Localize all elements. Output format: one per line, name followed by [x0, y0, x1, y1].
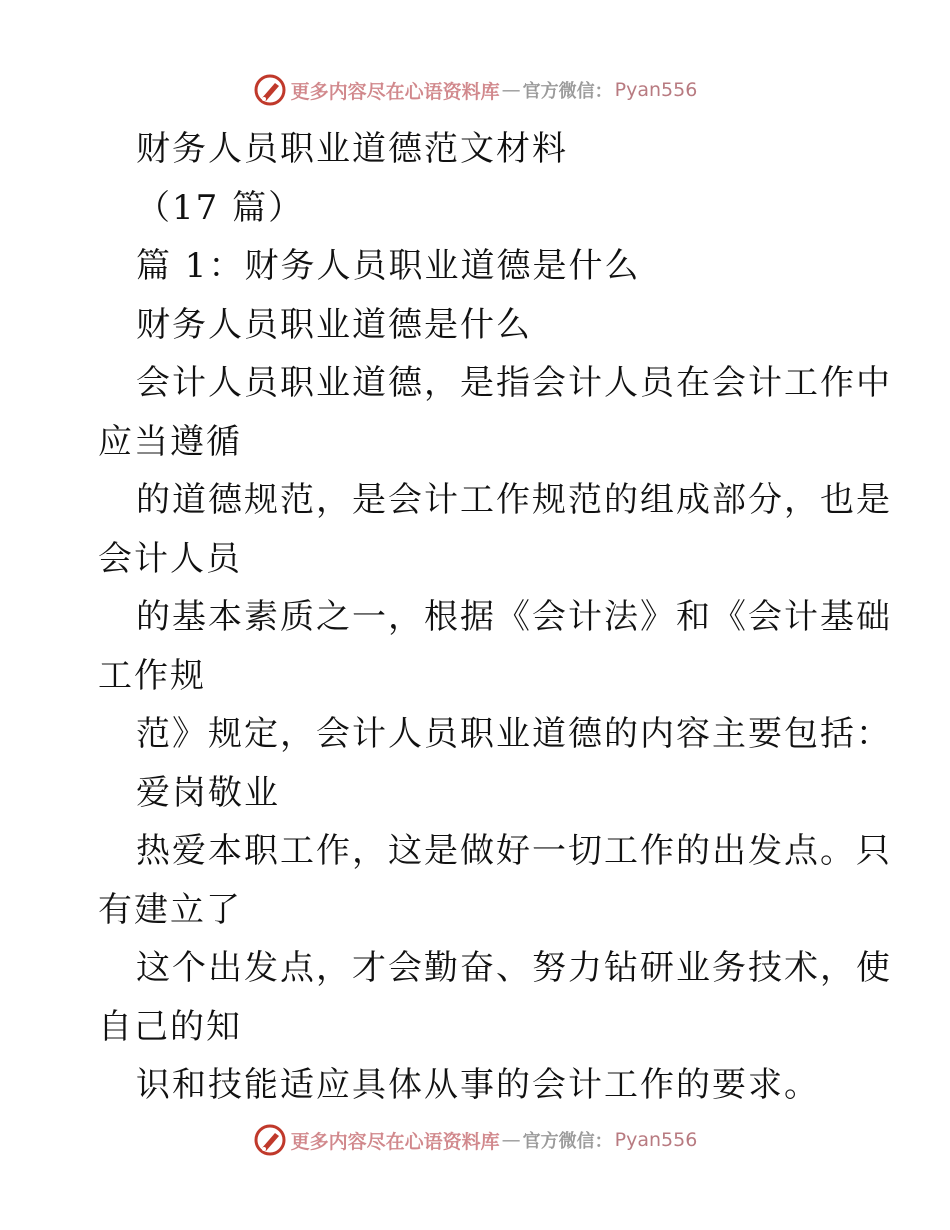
document-title: 财务人员职业道德范文材料: [136, 129, 568, 169]
watermark-separator: —: [501, 79, 521, 101]
watermark-wechat-label: 官方微信：: [522, 81, 613, 102]
text-line: 工作规: [98, 655, 206, 696]
text-line: 会计人员: [98, 538, 242, 579]
header-watermark: [0, 70, 950, 110]
text-line: 热爱本职工作，这是做好一切工作的出发点。只: [136, 831, 892, 871]
text-line: 有建立了: [98, 889, 242, 930]
footer-watermark: [0, 1120, 950, 1160]
watermark-main-text: 更多内容尽在心语资料库: [290, 80, 500, 103]
watermark-separator: —: [501, 1129, 521, 1151]
text-line: 识和技能适应具体从事的会计工作的要求。: [136, 1065, 820, 1105]
text-line: 的基本素质之一，根据《会计法》和《会计基础: [136, 597, 892, 637]
text-line: 财务人员职业道德是什么: [136, 304, 532, 345]
document-subtitle: （17 篇）: [136, 187, 305, 228]
watermark-wechat-id: Pyan556: [614, 79, 698, 101]
watermark-wechat-id: Pyan556: [614, 1129, 698, 1151]
text-line: 的道德规范，是会计工作规范的组成部分，也是: [136, 480, 892, 520]
document-body: [98, 120, 892, 1115]
watermark-wechat-label: 官方微信：: [522, 1131, 613, 1152]
text-line: 这个出发点，才会勤奋、努力钻研业务技术，使: [136, 948, 892, 988]
text-line: 应当遵循: [98, 421, 242, 462]
text-line: 范》规定，会计人员职业道德的内容主要包括：: [136, 714, 892, 754]
text-line: 爱岗敬业: [136, 772, 280, 813]
text-line: 自己的知: [98, 1006, 242, 1047]
watermark-main-text: 更多内容尽在心语资料库: [290, 1130, 500, 1153]
text-line: 会计人员职业道德，是指会计人员在会计工作中: [136, 363, 892, 403]
pen-circle-logo-icon: [253, 73, 287, 107]
section-heading: 篇 1：财务人员职业道德是什么: [136, 246, 641, 286]
pen-circle-logo-icon: [253, 1123, 287, 1157]
